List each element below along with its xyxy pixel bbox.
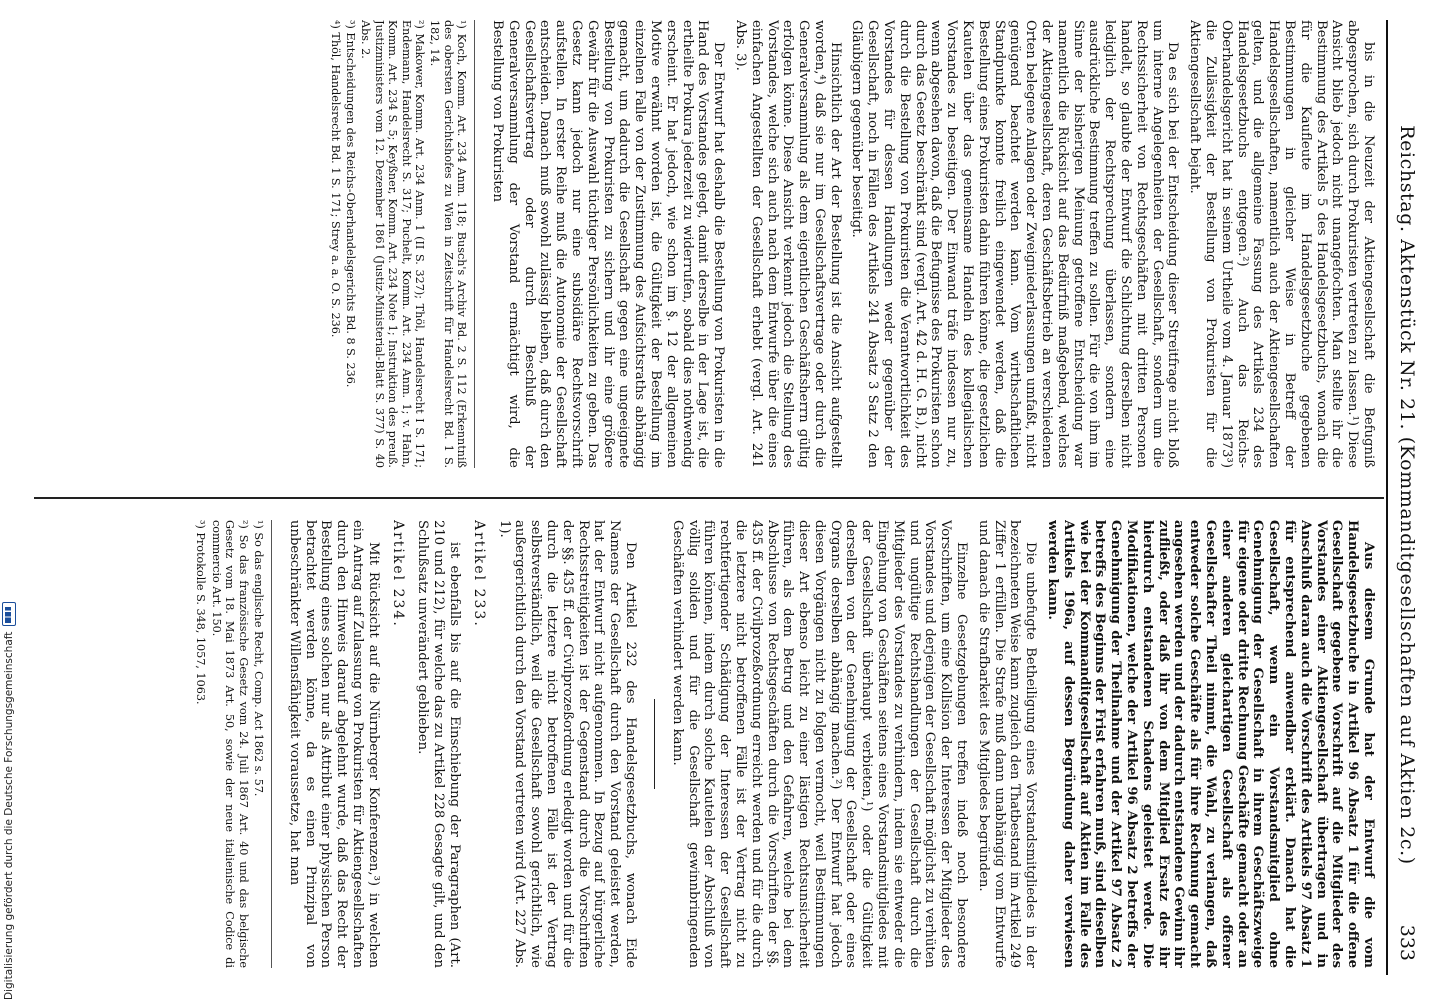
credit-text: Digitalisierung gefördert durch die Deutsche Forschungsgemeinschaft (3, 631, 15, 1000)
paragraph-article-232: Den Artikel 232 des Handelsgesetzbuchs, wonach Eide Namens der Gesellschaft durch den Vorstand geleistet werden, hat der Entwurf nicht aufgenommen. In Bezug auf bürgerliche Rechtsstreitigkeiten ist der Gegenstand durch die Vorschriften der §§. 435 ff. der Civilprozeßordnung erledigt worden und für die durch die letztere nicht betroffenen Fälle ist der Vertrag selbstverständlich, weil die Gesellschaft sowohl gerichtlich, wie außergerichtlich durch den Vorstand vertreten wird (Art. 227 Abs. 1). (496, 520, 638, 968)
paragraph-article-234: Mit Rücksicht auf die Nürnberger Konferenzen,³) in welchen ein Antrag auf Zulassung von Prokuristen für Aktiengesellschaften durch den Hinweis darauf abgelehnt wurde, daß das Recht der Bestellung eines solchen nur als Attribut einer physischen Person betrachtet werden könne, da es einen Prinzipal von unbeschränkter Willensfähigkeit voraussetze, hat man (286, 520, 381, 968)
footnote: ³) Entscheidungen des Reichs-Oberhandelsgerichts Bd. 8 S. 236. (343, 20, 357, 388)
dfg-logo-icon (2, 602, 16, 626)
article-233-heading: Artikel 233. (470, 520, 487, 628)
paragraph: Der Entwurf hat deshalb die Bestellung von Prokuristen in die Hand des Vorstandes gelegt, damit derselbe in der Lage ist, die ertheilte Prokura jederzeit zu widerrufen, sobald dies nothwendig erscheint. Er hat jedoch, wie schon im §. 12 der allgemeinen Motive erwähnt worden ist, die Gültigkeit der Bestellung im einzelnen Falle von der Zustimmung des Aufsichtsraths abhängig gemacht, um dadurch die Gesellschaft gegen eine ungeeignete Bestellung von Prokuristen zu sichern und ihr eine größere Gewähr für die Auswahl tüchtiger Persönlichkeiten zu geben. Das Gesetz kann jedoch nur eine subsidiäre Rechtsvorschrift aufstellen. In erster Reihe muß die Autonomie der Gesellschaft entscheiden. Danach muß sowohl zulässig bleiben, daß durch den Gesellschaftsvertrag oder durch Beschluß der Generalversammlung der Vorstand ermächtigt wird, die Bestellung von Prokuristen (489, 20, 727, 468)
page-header (1386, 20, 1428, 975)
digitization-credit (2, 10, 16, 1000)
paragraph: Die unbefugte Betheiligung eines Vorstandsmitgliedes in der bezeichneten Weise kann zugleich den Thatbestand im Artikel 249 Ziffer 1 erfüllen. Die Strafe muß dann unabhängig vom Entwurfe und danach die Strafbarkeit des Mitgliedes begründen. (975, 520, 1039, 968)
footnote: ²) So das französische Gesetz vom 24. Juli 1867 Art. 40 und das belgische Gesetz vom 18. Mai 1873 Art. 50, sowie der neue italienische Codice di commercio Art. 150. (209, 520, 250, 968)
column-divider (34, 497, 1384, 499)
footnote: ¹) So das englische Recht, Comp. Act 1862 s. 57. (252, 520, 265, 797)
paragraph: Aus diesem Grunde hat der Entwurf die vom Handelsgesetzbuche in Artikel 96 Absatz 1 für die offene Gesellschaft gegebene Vorschrift auf die Mitglieder des Vorstandes einer Aktiengesellschaft übertragen und in Anschluß daran auch die Vorschrift des Artikels 97 Absatz 1 für entsprechend anwendbar erklärt. Danach hat die Gesellschaft, wenn ein Vorstandsmitglied ohne Genehmigung der Gesellschaft in ihrem Geschäftszweige für eigene oder dritte Rechnung Geschäfte gemacht oder an einer anderen gleichartigen Gesellschaft als offener Gesellschafter Theil nimmt, die Wahl, zu verlangen, daß entweder solche Geschäfte als für ihre Rechnung gemacht angesehen werden und der dadurch entstandene Gewinn ihr zufließt, oder daß ihr von dem Mitglied Ersatz des ihr hierdurch entstandenen Schadens geleistet werde. Die Modifikationen, welche der Artikel 96 Absatz 2 betreffs der Genehmigung der Theilnahme und der Artikel 97 Absatz 2 betreffs des Beginns der Frist erfahren muß, sind dieselben wie bei der Kommanditgesellschaft auf Aktien im Falle des Artikels 196a, auf dessen Begründung daher verwiesen werden kann. (1045, 520, 1376, 968)
paragraph-article-233: ist ebenfalls bis auf die Einschiebung der Paragraphen (Art. 210 und 212), für welche das zu Artikel 228 Gesagte gilt, und den Schlußsatz unverändert geblieben. (415, 520, 462, 968)
footnotes-right (194, 520, 272, 968)
footnote: ⁴) Thöl, Handelsrecht Bd. 1 S. 171; Strey a. a. O. S. 236. (328, 20, 342, 338)
article-234-heading: Artikel 234. (389, 520, 406, 628)
section-divider (654, 699, 655, 789)
text-column-left (46, 20, 1376, 468)
paragraph: Hinsichtlich der Art der Bestellung ist die Ansicht aufgestellt worden,⁴) daß sie nur im Gesellschaftsvertrage oder durch die Generalversammlung als dem eigentlichen Geschäftsherrn gültig erfolgen könne. Diese Ansicht verkennt jedoch die Stellung des Vorstandes, welche sich auch nach dem Entwurfe über die eines einfachen Angestellten der Gesellschaft erhebt (vergl. Art. 241 Abs. 3). (732, 20, 843, 468)
paragraph: Da es sich bei der Entscheidung dieser Streitfrage nicht bloß um interne Angelegenheiten der Gesellschaft, sondern um die Rechtssicherheit von Rechtsgeschäften mit dritten Personen handelt, so glaubte der Entwurf die Schlichtung derselben nicht lediglich der Rechtsprechung überlassen, sondern eine ausdrückliche Bestimmung treffen zu sollen. Für die von ihm im Sinne der bisherigen Meinung getroffene Entscheidung war namentlich die Rücksicht auf das Bedürfniß maßgebend, welches der Aktiengesellschaft, deren Geschäftsbetrieb an verschiedenen Orten belegene Anlagen oder Zweigniederlassungen umfaßt, nicht genügend beachtet werden kann. Vom wirthschaftlichen Standpunkte konnte freilich eingewendet werden, daß die Bestellung eines Prokuristen dahin führen könne, die gesetzlichen Kautelen über das gemeinsame Handeln des kollegialischen Vorstandes zu beseitigen. Der Einwand träfe indessen nur zu, wenn abgesehen davon, daß die Befugnisse des Prokuristen schon durch das Gesetz beschränkt sind (vergl. Art. 42 d. H. G. B.), nicht durch die Bestellung von Prokuristen die Verantwortlichkeit des Vorstandes für dessen Handlungen weder gegenüber der Gesellschaft, noch in Fällen des Artikels 241 Absatz 3 Satz 2 den Gläubigern gegenüber beseitigt. (849, 20, 1181, 468)
footnotes-left (328, 20, 475, 468)
paragraph: bis in die Neuzeit der Aktiengesellschaft die Befugniß abgesprochen, sich durch Prokuristen vertreten zu lassen.¹) Diese Ansicht blieb jedoch nicht unangefochten. Man stellte ihr die Bestimmung des Artikels 5 des Handelsgesetzbuchs, wonach die für die Kaufleute im Handelsgesetzbuche gegebenen Bestimmungen in gleicher Weise in Betreff der Handelsgesellschaften, namentlich auch der Aktiengesellschaften gelten, und die allgemeine Fassung des Artikels 234 des Handelsgesetzbuchs entgegen.²) Auch das Reichs-Oberhandelsgericht hat in seinem Urtheile vom 4. Januar 1873³) die Zulässigkeit der Bestellung von Prokuristen für die Aktiengesellschaft bejaht. (1187, 20, 1376, 468)
page-header-title: Reichstag. Aktenstück Nr. 21. (Kommanditgesellschaften auf Aktien 2c.) (1396, 125, 1418, 865)
footnote: ²) Makower, Komm. Art. 234 Anm. 1 (II S. 327); Thöl, Handelsrecht I S. 171; Endemann, Handelsrecht S. 317; Puchelt, Komm. Art. 234 Anm. 1; v. Hahn, Komm. Art. 234 S. 5; Keyßner, Komm. Art. 234 Note 1; Instruktion des preuß. Justizministers vom 12. Dezember 1861 (Justiz-Ministerial-Blatt S. 377) S. 40 Abs. 2. (359, 20, 426, 468)
footnote: ³) Protokolle S. 348, 1057, 1063. (194, 520, 208, 705)
footnote: ¹) Koch, Komm. Art. 234 Anm. 118; Busch's Archiv Bd. 2 S. 112 (Erkenntniß des obersten Gerichtshofes zu Wien in Zeitschrift für Handelsrecht Bd. 1 S. 182, 14. (428, 20, 469, 468)
page-number: 333 (1396, 924, 1418, 961)
text-column-right (46, 520, 1376, 968)
paragraph: Einzelne Gesetzgebungen treffen indeß noch besondere Vorschriften, um eine Kollision der Interessen der Mitglieder des Vorstandes und derjenigen der Gesellschaft möglichst zu verhüten und ungültige Rechtshandlungen der Gesellschaft durch die Mitglieder des Vorstandes zu verhindern, indem sie entweder die Eingehung von Geschäften seitens eines Vorstandsmitgliedes mit der Gesellschaft überhaupt verbieten,¹) oder die Gültigkeit derselben von der Genehmigung der Gesellschaft oder eines Organs derselben abhängig machen.²) Der Entwurf hat jedoch diesen Vorgängen nicht zu folgen vermocht, weil Bestimmungen dieser Art ebenso leicht zu einer lästigen Rechtsunsicherheit führen, als dem Betrug und den Gefahren, welche bei dem Abschlusse von Rechtsgeschäften durch die Vorschriften der §§. 435 ff. der Civilprozeßordnung erreicht werden und für die durch die letztere nicht betroffenen Fälle ist der Vertrag nicht zu rechtfertigender Schädigung der Interessen der Gesellschaft führen können, indem durch solche Kautelen der Abschluß von völlig soliden und für die Gesellschaft gewinnbringenden Geschäften verhindert werden kann. (669, 520, 970, 968)
